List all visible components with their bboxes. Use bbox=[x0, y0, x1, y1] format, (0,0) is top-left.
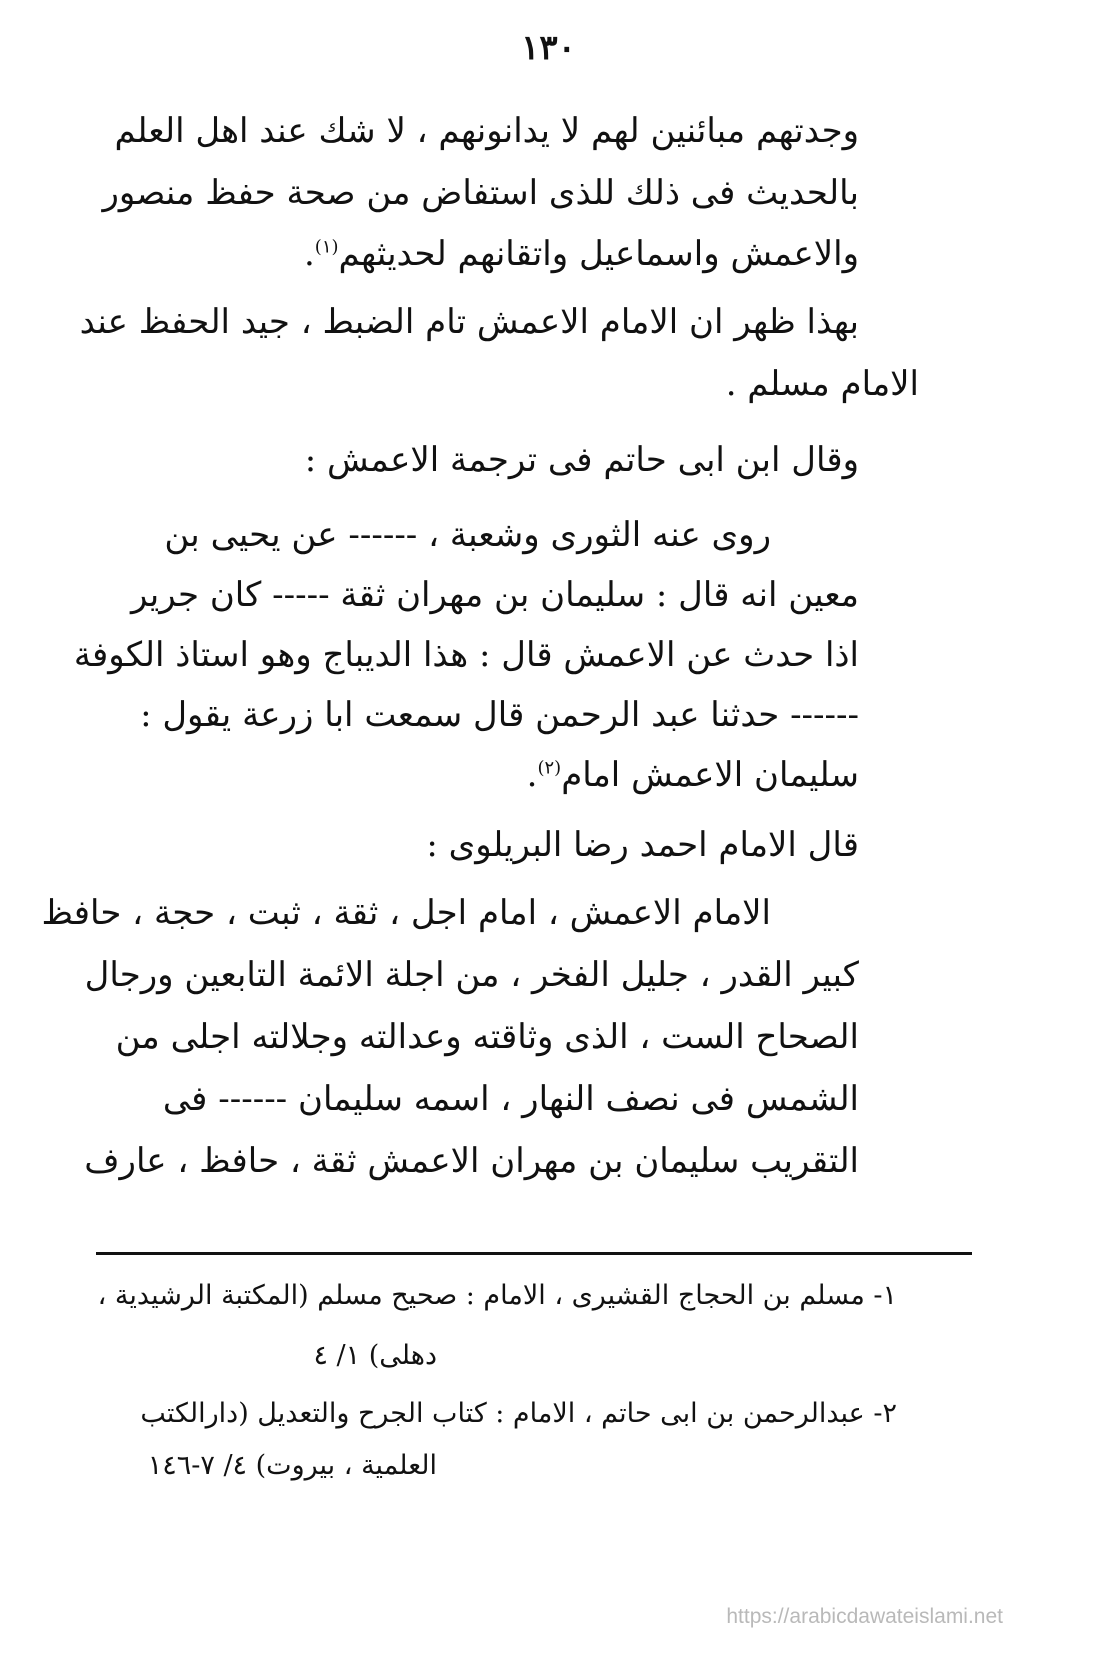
quote-2-line-1: روى عنه الثورى وشعبة ، ------ عن يحيى بن bbox=[164, 515, 771, 555]
quote-1-line-1: وجدتهم مبائنين لهم لا يدانونهم ، لا شك عند اهل العلم bbox=[114, 111, 859, 151]
quote-1-line-3-text: والاعمش واسماعيل واتقانهم لحديثهم bbox=[338, 234, 859, 274]
quote-2-line-3: اذا حدث عن الاعمش قال : هذا الديباج وهو استاذ الكوفة bbox=[73, 635, 859, 675]
footnote-ref-2: (٢) bbox=[537, 757, 562, 779]
footnote-divider bbox=[96, 1252, 972, 1255]
quote-2-line-2: معين انه قال : سليمان بن مهران ثقة ----- كان جرير bbox=[131, 575, 859, 615]
quote-3-line-4: الشمس فى نصف النهار ، اسمه سليمان ------ فى bbox=[162, 1079, 859, 1119]
quote-2-line-5: سليمان الاعمش امام$^{(٢)}$. bbox=[526, 755, 859, 795]
intro-3: قال الامام احمد رضا البريلوى : bbox=[426, 825, 859, 865]
para-1-line-2: الامام مسلم . bbox=[725, 364, 919, 404]
watermark: https://arabicdawateislami.net bbox=[726, 1605, 1003, 1628]
quote-1-line-2: بالحديث فى ذلك للذى استفاض من صحة حفظ منصور bbox=[102, 173, 859, 213]
footnote-1-line-2: دهلى) ١/ ٤ bbox=[313, 1340, 437, 1371]
quote-2-line-5-text: سليمان الاعمش امام bbox=[561, 755, 859, 795]
footnote-2-line-2: العلمية ، بيروت) ٤/ ٧-١٤٦ bbox=[147, 1450, 437, 1481]
quote-3-line-2: كبير القدر ، جليل الفخر ، من اجلة الائمة التابعين ورجال bbox=[84, 955, 859, 995]
quote-3-line-1: الامام الاعمش ، امام اجل ، ثقة ، ثبت ، حجة ، حافظ bbox=[41, 893, 771, 933]
quote-1-line-3: والاعمش واسماعيل واتقانهم لحديثهم$^{(١)}$. bbox=[303, 234, 859, 274]
quote-3-line-5: التقريب سليمان بن مهران الاعمش ثقة ، حافظ ، عارف bbox=[84, 1141, 859, 1181]
footnote-2-line-1: ٢- عبدالرحمن بن ابى حاتم ، الامام : كتاب الجرح والتعديل (دارالكتب bbox=[140, 1398, 897, 1429]
quote-2-line-4: ------ حدثنا عبد الرحمن قال سمعت ابا زرعة يقول : bbox=[140, 695, 859, 735]
para-1-line-1: بهذا ظهر ان الامام الاعمش تام الضبط ، جيد الحفظ عند bbox=[79, 302, 859, 342]
footnote-ref-1: (١) bbox=[314, 236, 339, 258]
quote-3-line-3: الصحاح الست ، الذى وثاقته وعدالته وجلالته اجلى من bbox=[115, 1017, 859, 1057]
footnote-1-line-1: ١- مسلم بن الحجاج القشيرى ، الامام : صحيح مسلم (المكتبة الرشيدية ، bbox=[97, 1280, 897, 1311]
page-number: ١٣٠ bbox=[521, 28, 576, 68]
intro-2: وقال ابن ابى حاتم فى ترجمة الاعمش : bbox=[304, 440, 859, 480]
